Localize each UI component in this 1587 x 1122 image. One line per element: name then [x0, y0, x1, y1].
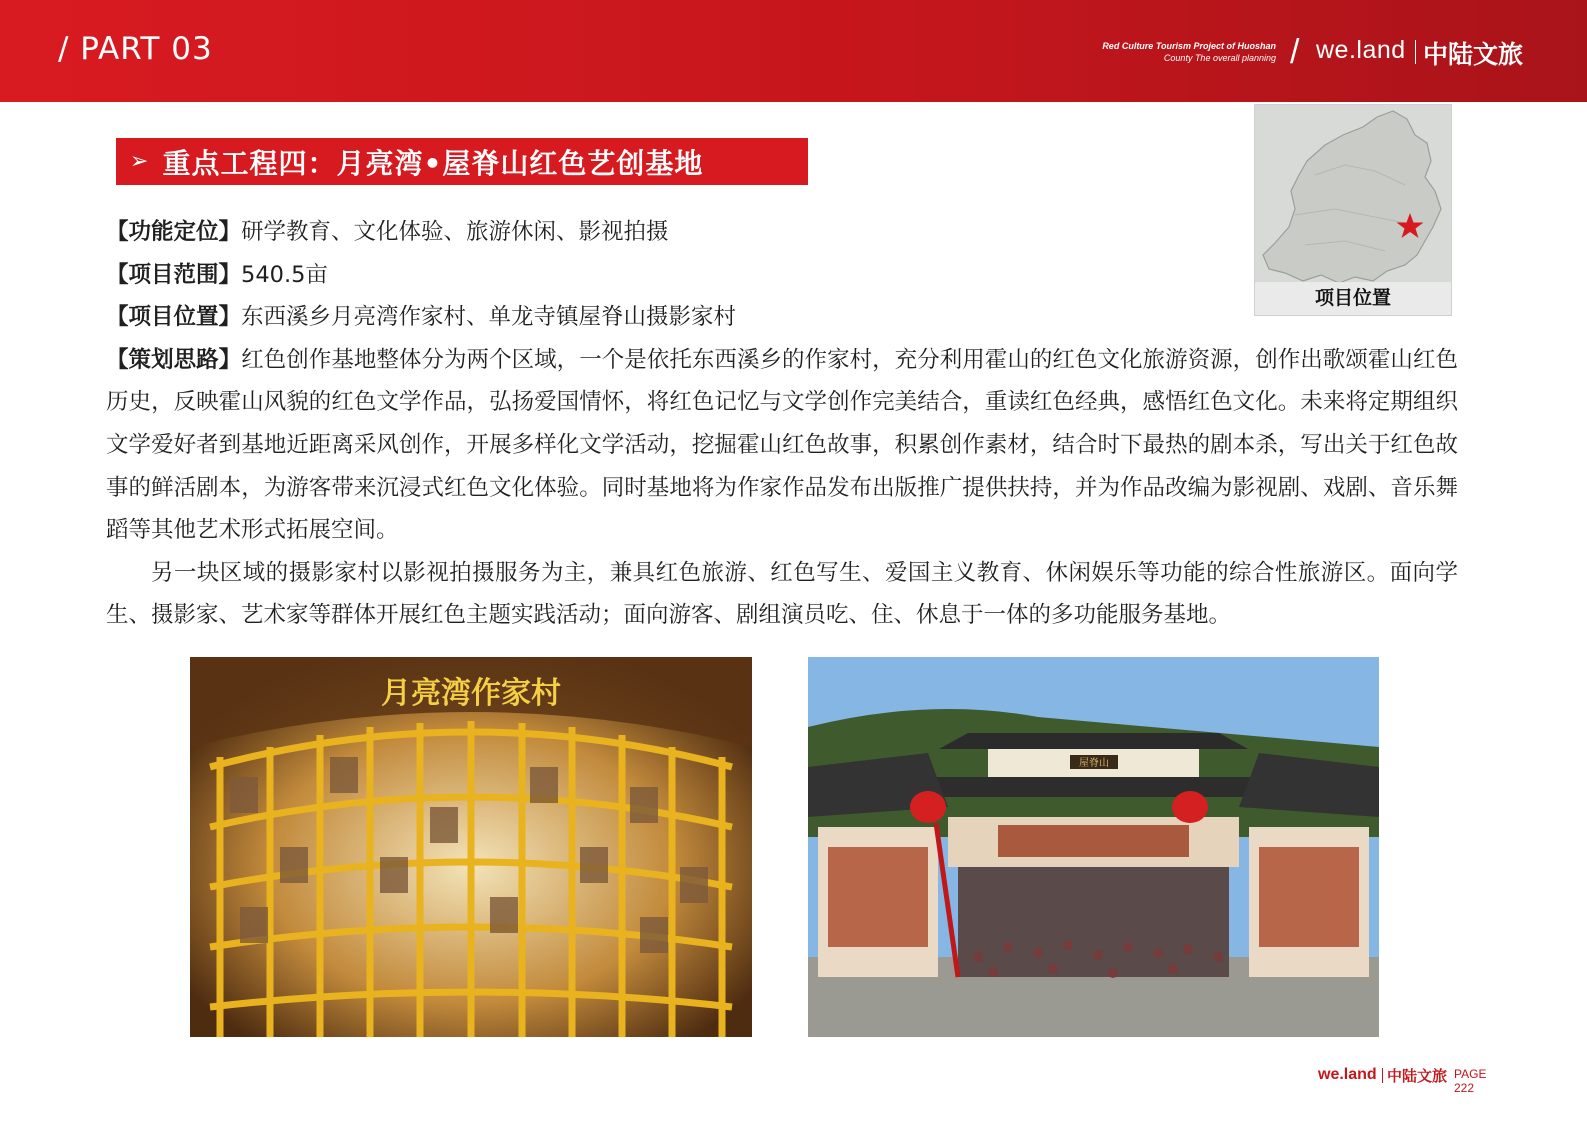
page-number: 222: [1454, 1081, 1475, 1095]
field-value: 540.5亩: [241, 261, 328, 288]
part-label: / PART 03: [58, 31, 213, 67]
project-subtitle: [1102, 40, 1276, 64]
weland-logo-cn: 中陆文旅: [1423, 40, 1524, 69]
lantern-icon: [1172, 791, 1208, 823]
map-caption: 项目位置: [1255, 282, 1451, 315]
body-content: [106, 211, 1458, 637]
field-value: 东西溪乡月亮湾作家村、单龙寺镇屋脊山摄影家村: [241, 304, 737, 331]
paragraph-photography-village: 另一块区域的摄影家村以影视拍摄服务为主，兼具红色旅游、红色写生、爱国主义教育、休闲娱乐等功能的综合性旅游区。面向学生、摄影家、艺术家等群体开展红色主题实践活动；面向游客、剧组演员吃、住、休息于一体的多功能服务基地。: [106, 559, 1458, 629]
lantern-icon: [910, 791, 946, 823]
header-divider-slash: /: [1290, 33, 1300, 71]
gate-plaque: 屋脊山: [1079, 758, 1109, 769]
field-label: 【策划思路】: [106, 346, 242, 373]
field-location: [106, 296, 1458, 339]
field-label: 【功能定位】: [106, 219, 242, 245]
field-planning: [106, 339, 1458, 552]
page-label: PAGE: [1454, 1067, 1487, 1081]
section-title: 重点工程四：月亮湾•屋脊山红色艺创基地: [162, 146, 704, 180]
footer-logo-cn: 中陆文旅: [1387, 1067, 1448, 1085]
writer-village-photo: [190, 657, 752, 1037]
field-scope: [106, 254, 1458, 297]
field-value: 研学教育、文化体验、旅游休闲、影视拍摄: [241, 219, 669, 245]
field-label: 【项目范围】: [106, 261, 242, 288]
field-label: 【项目位置】: [106, 304, 242, 331]
page-header: [0, 0, 1587, 102]
project-subtitle-line2: County The overall planning: [1163, 53, 1276, 63]
field-value: 红色创作基地整体分为两个区域，一个是依托东西溪乡的作家村，充分利用霍山的红色文化旅游资源，创作出歌颂霍山红色历史，反映霍山风貌的红色文学作品，弘扬爱国情怀，将红色记忆与文学创作完美结合，重读红色经典，感悟红色文化。未来将定期组织文学爱好者到基地近距离采风创作，开展多样化文学活动，挖掘霍山红色故事，积累创作素材，结合时下最热的剧本杀，写出关于红色故事的鲜活剧本，为游客带来沉浸式红色文化体验。同时基地将为作家作品发布出版推广提供扶持，并为作品改编为影视剧、戏剧、音乐舞蹈等其他艺术形式拓展空间。: [106, 346, 1458, 544]
photography-village-photo: [808, 657, 1379, 1037]
footer-logo-divider: [1382, 1068, 1383, 1083]
writer-village-sign: 月亮湾作家村: [381, 676, 561, 711]
arrow-icon: ➢: [130, 149, 149, 174]
page-number-block: [1454, 1067, 1486, 1095]
weland-logo: we.land: [1316, 36, 1406, 64]
logo-divider: [1415, 40, 1416, 64]
footer-logo: we.land: [1318, 1066, 1377, 1083]
field-function: [106, 211, 1458, 254]
project-subtitle-line1: Red Culture Tourism Project of Huoshan: [1102, 41, 1276, 51]
section-title-bar: [116, 138, 808, 185]
